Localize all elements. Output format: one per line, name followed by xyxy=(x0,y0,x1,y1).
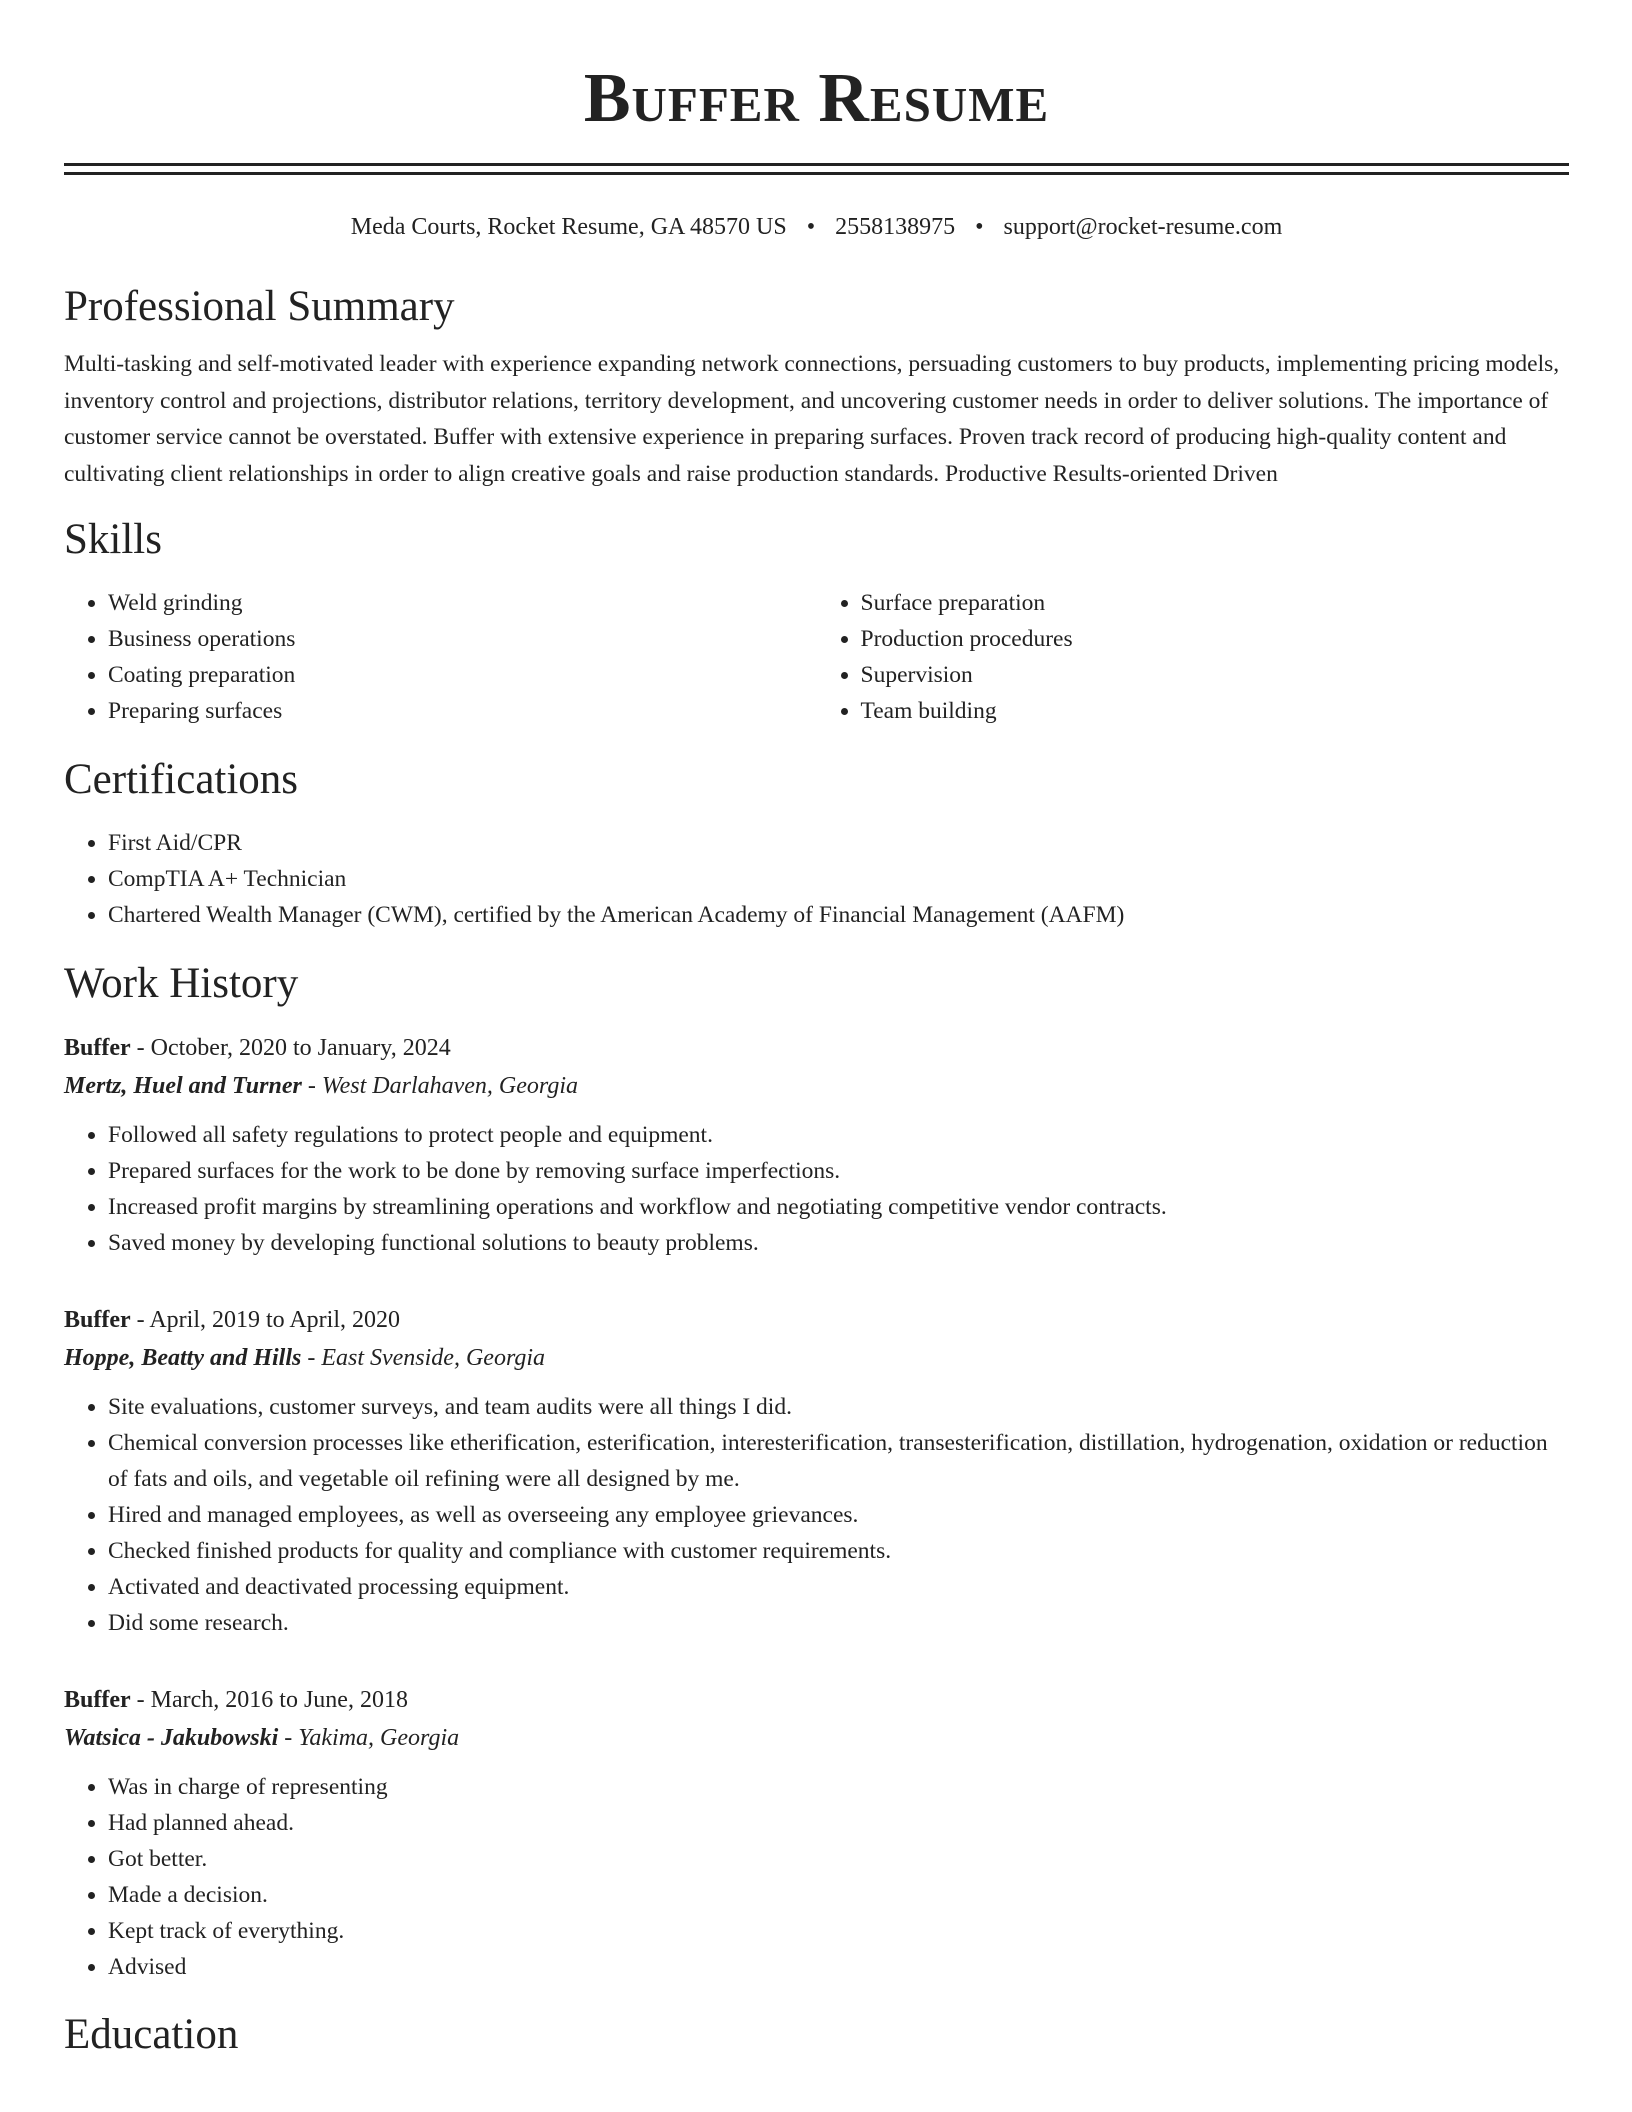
skill-item: • Preparing surfaces xyxy=(108,693,817,729)
skill-item: • Coating preparation xyxy=(108,657,817,693)
resume-page xyxy=(64,0,1569,2060)
job-bullet: • Saved money by developing functional solutions to beauty problems. xyxy=(108,1225,1569,1261)
certifications-list xyxy=(64,825,1569,933)
job-bullets xyxy=(64,1769,1569,1985)
contact-separator: • xyxy=(975,214,984,240)
job-entry xyxy=(64,1301,1569,1641)
job-employer: Hoppe, Beatty and Hills xyxy=(64,1345,302,1371)
job-bullets xyxy=(64,1389,1569,1641)
contact-phone: 2558138975 xyxy=(835,214,956,240)
job-employer: Watsica - Jakubowski xyxy=(64,1725,279,1751)
job-bullet: • Checked finished products for quality and compliance with customer requirements. xyxy=(108,1533,1569,1569)
job-employer: Mertz, Huel and Turner xyxy=(64,1073,302,1099)
contact-line xyxy=(64,212,1569,242)
certification-item: • CompTIA A+ Technician xyxy=(108,861,1569,897)
job-bullet: • Prepared surfaces for the work to be done by removing surface imperfections. xyxy=(108,1153,1569,1189)
job-dates: - October, 2020 to January, 2024 xyxy=(130,1035,451,1061)
job-title: Buffer xyxy=(64,1307,131,1333)
skill-item: • Business operations xyxy=(108,621,817,657)
skills-columns xyxy=(64,585,1569,729)
job-bullet: • Kept track of everything. xyxy=(108,1913,1569,1949)
job-bullet: • Activated and deactivated processing equipment. xyxy=(108,1569,1569,1605)
header-rule-bottom xyxy=(64,172,1569,175)
work-history-heading: Work History xyxy=(64,960,299,1007)
job-bullet: • Had planned ahead. xyxy=(108,1805,1569,1841)
job-bullet: • Was in charge of representing xyxy=(108,1769,1569,1805)
job-entry xyxy=(64,1029,1569,1261)
job-dates: - March, 2016 to June, 2018 xyxy=(130,1687,408,1713)
job-bullet: • Increased profit margins by streamlining operations and workflow and negotiating competitive vendor contracts. xyxy=(108,1189,1569,1225)
skill-item: • Team building xyxy=(861,693,1570,729)
resume-name: Buffer Resume xyxy=(583,60,1050,137)
certification-item: • Chartered Wealth Manager (CWM), certified by the American Academy of Financial Management (AAFM) xyxy=(108,897,1569,933)
skills-heading: Skills xyxy=(64,516,162,563)
job-location: - East Svenside, Georgia xyxy=(301,1345,546,1371)
job-bullet: • Followed all safety regulations to protect people and equipment. xyxy=(108,1117,1569,1153)
job-dates: - April, 2019 to April, 2020 xyxy=(130,1307,400,1333)
job-bullet: • Advised xyxy=(108,1949,1569,1985)
job-title-line xyxy=(64,1029,1569,1067)
job-employer-line xyxy=(64,1339,1569,1377)
job-bullet: • Hired and managed employees, as well as overseeing any employee grievances. xyxy=(108,1497,1569,1533)
certifications-heading: Certifications xyxy=(64,756,299,803)
summary-text: Multi-tasking and self-motivated leader with experience expanding network connections, persuading customers to buy products, implementing pricing models, inventory control and projections, distributor relations, territory development, and uncovering customer needs in order to deliver solutions. The importance of customer service cannot be overstated. Buffer with extensive experience in preparing surfaces. Proven track record of producing high-quality content and cultivating client relationships in order to align creative goals and raise production standards. Productive Results-oriented Driven xyxy=(64,351,1560,487)
job-title: Buffer xyxy=(64,1687,131,1713)
job-location: - West Darlahaven, Georgia xyxy=(301,1073,579,1099)
job-bullet: • Got better. xyxy=(108,1841,1569,1877)
job-bullet: • Made a decision. xyxy=(108,1877,1569,1913)
job-title-line xyxy=(64,1301,1569,1339)
job-employer-line xyxy=(64,1719,1569,1757)
skill-item: • Supervision xyxy=(861,657,1570,693)
job-bullet: • Chemical conversion processes like etherification, esterification, interesterification, transesterification, distillation, hydrogenation, oxidation or reduction of fats and oils, and vegetable oil refining were all designed by me. xyxy=(108,1425,1569,1497)
contact-separator: • xyxy=(806,214,816,240)
skills-list-right xyxy=(817,585,1570,729)
skill-item: • Production procedures xyxy=(861,621,1570,657)
job-location: - Yakima, Georgia xyxy=(278,1725,460,1751)
skill-item: • Weld grinding xyxy=(108,585,817,621)
education-heading: Education xyxy=(64,2011,239,2058)
job-bullet: • Site evaluations, customer surveys, and team audits were all things I did. xyxy=(108,1389,1569,1425)
job-title: Buffer xyxy=(64,1035,131,1061)
job-bullet: • Did some research. xyxy=(108,1605,1569,1641)
skills-list-left xyxy=(64,585,817,729)
job-employer-line xyxy=(64,1067,1569,1105)
skill-item: • Surface preparation xyxy=(861,585,1570,621)
header-rule-top xyxy=(64,163,1569,166)
job-bullets xyxy=(64,1117,1569,1261)
contact-address: Meda Courts, Rocket Resume, GA 48570 US xyxy=(350,214,787,240)
summary-heading: Professional Summary xyxy=(64,283,455,330)
job-title-line xyxy=(64,1681,1569,1719)
job-entry xyxy=(64,1681,1569,1985)
contact-email: support@rocket-resume.com xyxy=(1003,214,1283,240)
certification-item: • First Aid/CPR xyxy=(108,825,1569,861)
